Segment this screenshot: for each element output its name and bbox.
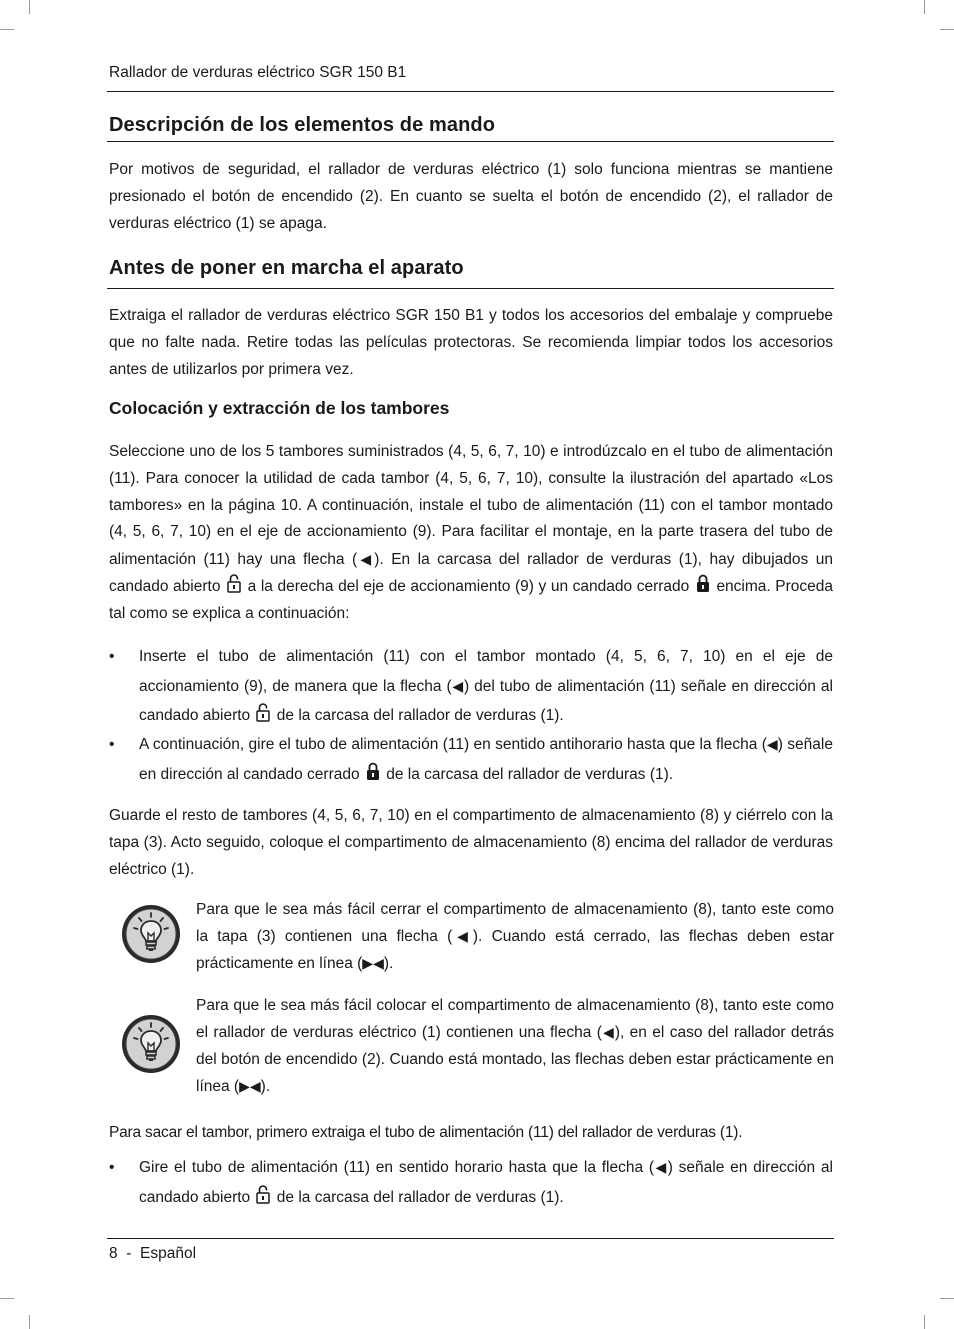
unpack-paragraph: Extraiga el rallador de verduras eléctrico SGR 150 B1 y todos los accesorios del embalaje y compruebe que no falte nada. Retire todas las películas protectoras. Se recomienda limpiar todos los accesorios antes de utilizarlos por primera vez. <box>109 307 833 378</box>
section-heading-before-use: Antes de poner en marcha el aparato <box>109 257 464 279</box>
arrow-left-icon: ◀ <box>452 928 473 944</box>
lock-open-icon <box>256 1185 270 1204</box>
list-item-text: Gire el tubo de alimentación (11) en sentido horario hasta que la flecha (◀) señale en dirección al candado abierto de la carcasa del rallador de verduras (1). <box>139 1159 833 1206</box>
bullet-icon: • <box>109 736 115 753</box>
heading-rule <box>107 288 834 289</box>
footer-rule <box>107 1238 834 1239</box>
crop-mark <box>924 0 925 14</box>
subheading-drums: Colocación y extracción de los tambores <box>109 398 450 418</box>
tip-text: Para que le sea más fácil cerrar el compartimento de almacenamiento (8), tanto este como la tapa (3) contienen una flecha (◀). Cuando está cerrado, las flechas deben estar prácticamente en línea (▶◀). <box>196 901 834 972</box>
page-footer <box>109 1245 196 1263</box>
crop-mark <box>29 0 30 14</box>
crop-mark <box>0 1298 14 1299</box>
heading-rule <box>107 141 834 142</box>
crop-mark <box>0 29 14 30</box>
footer-separator: - <box>126 1245 132 1262</box>
list-item-text: Inserte el tubo de alimentación (11) con el tambor montado (4, 5, 6, 7, 10) en el eje de accionamiento (9), de manera que la flecha (◀) del tubo de alimentación (11) señale en dirección al candado abierto de la carcasa del rallador de verduras (1). <box>139 648 833 724</box>
remove-drum-paragraph: Para sacar el tambor, primero extraiga el tubo de alimentación (11) del rallador de verduras (1). <box>109 1124 743 1141</box>
crop-mark <box>940 29 954 30</box>
footer-language: Español <box>140 1245 197 1262</box>
crop-mark <box>29 1315 30 1329</box>
arrow-left-icon: ◀ <box>766 736 778 752</box>
arrow-left-icon: ◀ <box>357 551 375 568</box>
lock-closed-icon <box>366 762 380 781</box>
lightbulb-tip-icon <box>120 903 182 965</box>
bullet-icon: • <box>109 1159 115 1176</box>
lock-open-icon <box>256 703 270 722</box>
running-header: Rallador de verduras eléctrico SGR 150 B1 <box>109 64 407 81</box>
lock-closed-icon <box>696 574 710 593</box>
bullet-icon: • <box>109 648 115 665</box>
arrow-left-icon: ◀ <box>601 1024 615 1040</box>
crop-mark <box>924 1315 925 1329</box>
arrow-left-icon: ◀ <box>373 955 384 971</box>
arrow-left-icon: ◀ <box>654 1159 668 1175</box>
crop-mark <box>940 1298 954 1299</box>
lightbulb-tip-icon <box>120 1013 182 1075</box>
arrow-left-icon: ◀ <box>451 677 464 694</box>
page-number: 8 <box>109 1245 118 1262</box>
arrow-right-icon: ▶ <box>239 1078 250 1094</box>
header-rule <box>107 91 834 92</box>
drums-paragraph: Seleccione uno de los 5 tambores suministrados (4, 5, 6, 7, 10) e introdúzcalo en el tubo de alimentación (11). Para conocer la utilidad de cada tambor (4, 5, 6, 7, 10), consulte la ilustración del apartado «Los tambores» en la página 10. A continuación, instale el tubo de alimentación (11) con el tambor montado (4, 5, 6, 7, 10) en el eje de accionamiento (9). Para facilitar el montaje, en la parte trasera del tubo de alimentación (11) hay una flecha (◀). En la carcasa del rallador de verduras (1), hay dibujados un candado abierto a la derecha del eje de accionamiento (9) y un candado cerrado encima. Proceda tal como se explica a continuación: <box>109 443 834 622</box>
section-heading-controls: Descripción de los elementos de mando <box>109 114 496 136</box>
storage-paragraph: Guarde el resto de tambores (4, 5, 6, 7, 10) en el compartimento de almacenamiento (8) y ciérrelo con la tapa (3). Acto seguido, coloque el compartimento de almacenamiento (8) encima del rallador de verduras eléctrico (1). <box>109 807 833 878</box>
arrow-right-icon: ▶ <box>362 955 374 971</box>
lock-open-icon <box>227 574 241 593</box>
arrow-left-icon: ◀ <box>249 1078 261 1094</box>
controls-paragraph: Por motivos de seguridad, el rallador de verduras eléctrico (1) solo funciona mientras se mantiene presionado el botón de encendido (2). En cuanto se suelta el botón de encendido (2), el rallador de verduras eléctrico (1) se apaga. <box>109 161 833 232</box>
tip-text: Para que le sea más fácil colocar el compartimento de almacenamiento (8), tanto este como el rallador de verduras eléctrico (1) contienen una flecha (◀), en el caso del rallador detrás del botón de encendido (2). Cuando está montado, las flechas deben estar prácticamente en línea (▶◀). <box>196 997 835 1095</box>
list-item-text: A continuación, gire el tubo de alimentación (11) en sentido antihorario hasta que la flecha (◀) señale en dirección al candado cerrado de la carcasa del rallador de verduras (1). <box>139 736 833 783</box>
